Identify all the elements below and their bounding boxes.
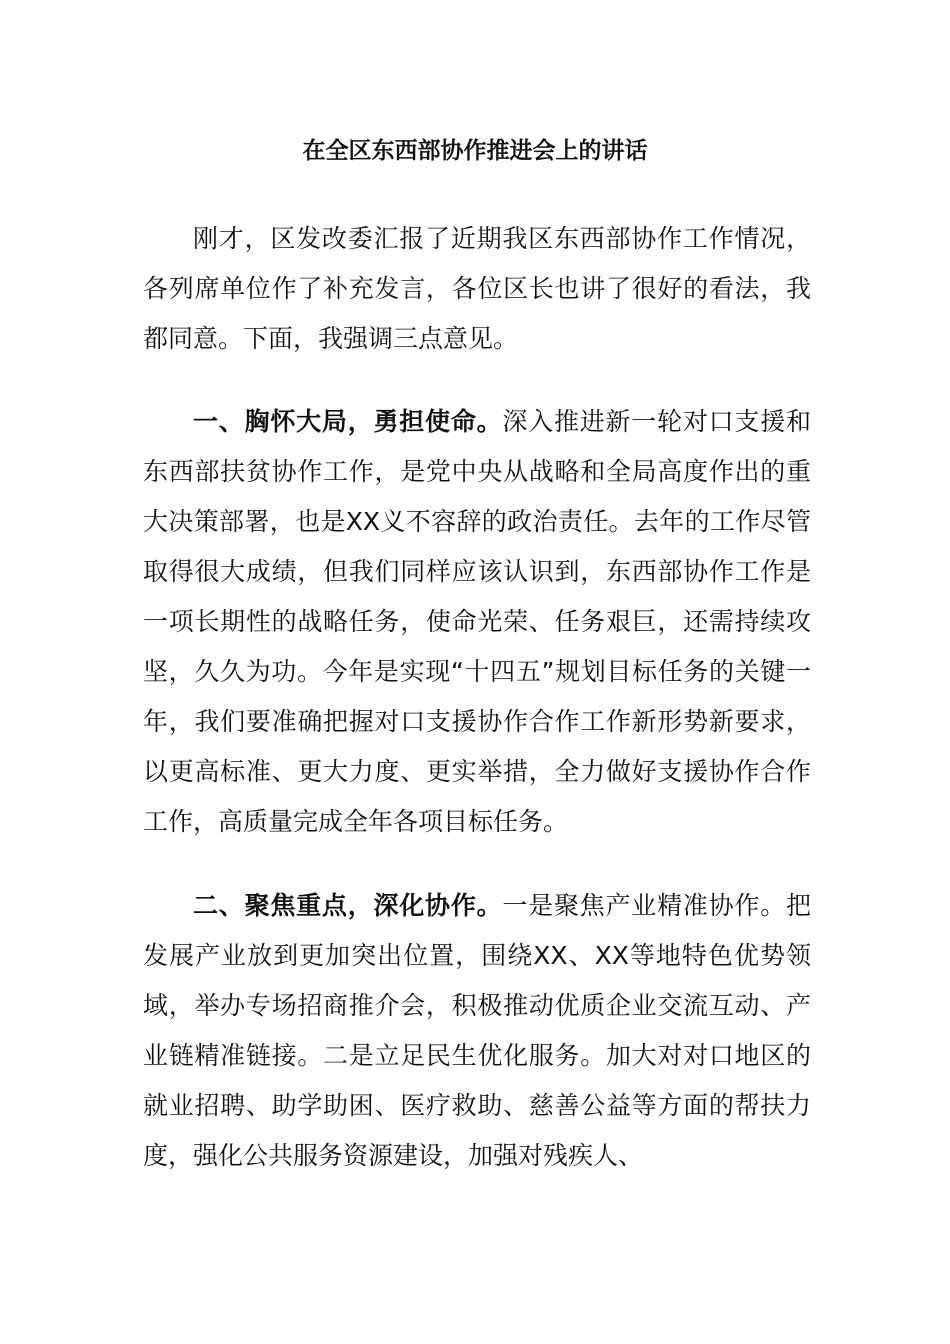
paragraph-section-one (143, 397, 811, 847)
paragraph-text: 刚才，区发改委汇报了近期我区东西部协作工作情况，各列席单位作了补充发言，各位区长也讲了很好的看法，我都同意。下面，我强调三点意见。 (143, 224, 811, 353)
paragraph-text: 深入推进新一轮对口支援和东西部扶贫协作工作，是党中央从战略和全局高度作出的重大决策部署，也是XX义不容辞的政治责任。去年的工作尽管取得很大成绩，但我们同样应该认识到，东西部协作工作是一项长期性的战略任务，使命光荣、任务艰巨，还需持续攻坚，久久为功。今年是实现“十四五”规划目标任务的关键一年，我们要准确把握对口支援协作合作工作新形势新要求，以更高标准、更大力度、更实举措，全力做好支援协作合作工作，高质量完成全年各项目标任务。 (143, 407, 811, 836)
section-heading: 二、聚焦重点，深化协作。 (193, 891, 503, 920)
paragraph (143, 214, 811, 364)
paragraph-text: 一是聚焦产业精准协作。把发展产业放到更加突出位置，围绕XX、XX等地特色优势领域，举办专场招商推介会，积极推动优质企业交流互动、产业链精准链接。二是立足民生优化服务。加大对对口地区的就业招聘、助学助困、医疗救助、慈善公益等方面的帮扶力度，强化公共服务资源建设，加强对残疾人、 (143, 891, 811, 1170)
document-title: 在全区东西部协作推进会上的讲话 (302, 138, 648, 164)
paragraph (143, 397, 811, 847)
paragraph (143, 881, 811, 1181)
paragraph-section-two (143, 881, 811, 1181)
section-heading: 一、胸怀大局，勇担使命。 (193, 407, 503, 436)
paragraph-intro (143, 214, 811, 364)
